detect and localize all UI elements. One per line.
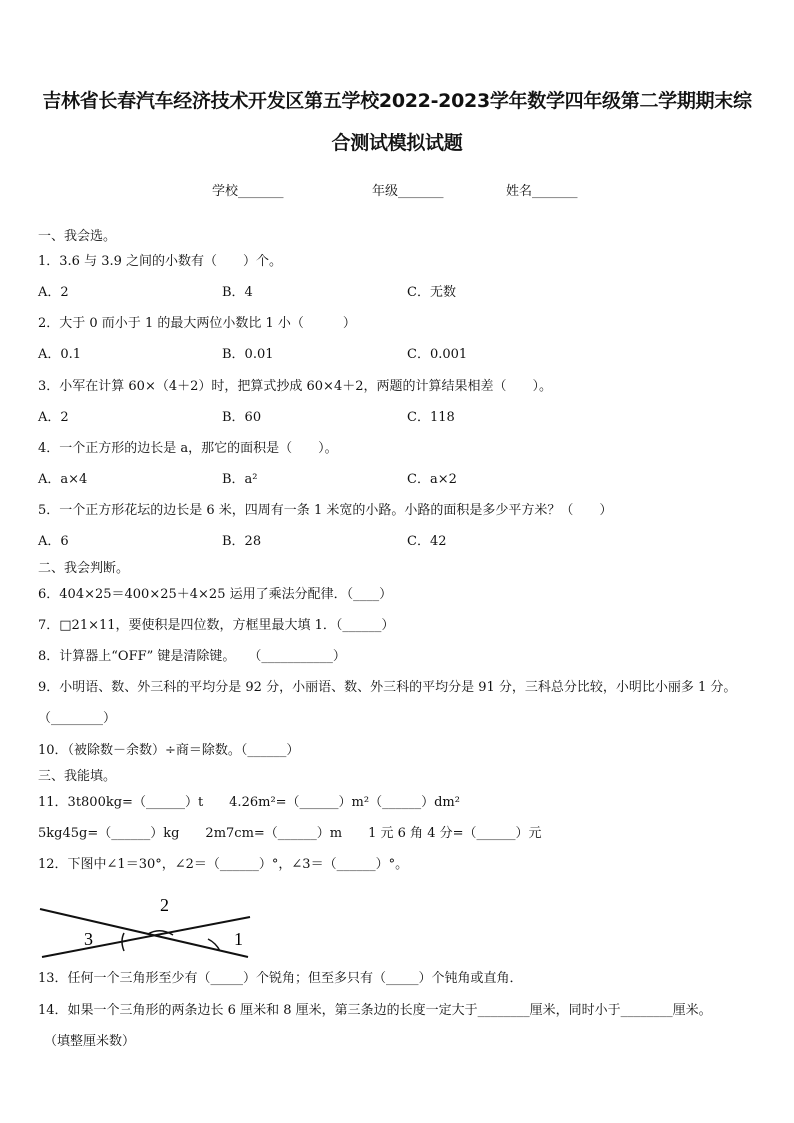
grade-field[interactable]: 年级_______ bbox=[372, 184, 444, 199]
title-line-2: 合测试模拟试题 bbox=[331, 132, 463, 154]
question-13: 13．任何一个三角形至少有（_____）个锐角；但至多只有（_____）个钝角或直角． bbox=[38, 971, 523, 986]
section-1-heading: 一、我会选。 bbox=[38, 229, 117, 244]
question-8: 8．计算器上“OFF” 键是清除键。 （___________） bbox=[38, 649, 346, 664]
angle-3-label: 3 bbox=[84, 929, 93, 949]
q3-option-c[interactable]: C．118 bbox=[407, 410, 455, 425]
q4-option-c[interactable]: C．a×2 bbox=[407, 472, 457, 487]
question-4: 4．一个正方形的边长是 a，那它的面积是（ ）。 bbox=[38, 441, 338, 456]
question-11-line-1: 11．3t800kg=（______）t 4.26m²=（______）m²（______）dm² bbox=[38, 795, 460, 810]
q1-option-a[interactable]: A．2 bbox=[38, 285, 69, 300]
question-9-answer[interactable]: （________） bbox=[38, 711, 117, 726]
q1-option-c[interactable]: C．无数 bbox=[407, 285, 456, 300]
question-3: 3．小军在计算 60×（4＋2）时，把算式抄成 60×4＋2，两题的计算结果相差（ ）。 bbox=[38, 379, 552, 394]
q5-option-c[interactable]: C．42 bbox=[407, 534, 447, 549]
question-6: 6．404×25＝400×25＋4×25 运用了乘法分配律．（____） bbox=[38, 587, 393, 602]
q3-option-a[interactable]: A．2 bbox=[38, 410, 69, 425]
angle-1-label: 1 bbox=[234, 929, 243, 949]
q5-option-b[interactable]: B．28 bbox=[222, 534, 262, 549]
q1-option-b[interactable]: B．4 bbox=[222, 285, 253, 300]
q3-option-b[interactable]: B．60 bbox=[222, 410, 262, 425]
q2-option-b[interactable]: B．0.01 bbox=[222, 347, 274, 362]
question-2: 2．大于 0 而小于 1 的最大两位小数比 1 小（ ） bbox=[38, 316, 356, 331]
q4-option-b[interactable]: B．a² bbox=[222, 472, 258, 487]
figure-line-1 bbox=[40, 909, 248, 957]
section-2-heading: 二、我会判断。 bbox=[38, 561, 130, 576]
question-10: 10．（被除数－余数）÷商＝除数。（______） bbox=[38, 743, 300, 758]
question-14: 14．如果一个三角形的两条边长 6 厘米和 8 厘米，第三条边的长度一定大于________厘米，同时小于________厘米。 bbox=[38, 1003, 712, 1018]
question-1: 1．3.6 与 3.9 之间的小数有（ ）个。 bbox=[38, 254, 283, 269]
question-5: 5．一个正方形花坛的边长是 6 米，四周有一条 1 米宽的小路。小路的面积是多少平方米？（ ） bbox=[38, 503, 613, 518]
question-12: 12．下图中∠1＝30°，∠2＝（______）°，∠3＝（______）°。 bbox=[38, 857, 409, 872]
angle-figure bbox=[36, 889, 256, 961]
section-3-heading: 三、我能填。 bbox=[38, 769, 117, 784]
angle-2-label: 2 bbox=[160, 895, 169, 915]
title-line-1: 吉林省长春汽车经济技术开发区第五学校2022-2023学年数学四年级第二学期期末综 bbox=[42, 90, 752, 112]
q5-option-a[interactable]: A．6 bbox=[38, 534, 69, 549]
q2-option-c[interactable]: C．0.001 bbox=[407, 347, 468, 362]
question-9: 9．小明语、数、外三科的平均分是 92 分，小丽语、数、外三科的平均分是 91 分，三科总分比较，小明比小丽多 1 分。 bbox=[38, 680, 737, 695]
question-11-line-2: 5kg45g=（______）kg 2m7cm=（______）m 1 元 6 角 4 分=（______）元 bbox=[38, 826, 542, 841]
name-field[interactable]: 姓名_______ bbox=[506, 184, 578, 199]
q2-option-a[interactable]: A．0.1 bbox=[38, 347, 82, 362]
q4-option-a[interactable]: A．a×4 bbox=[38, 472, 88, 487]
question-14-note: （填整厘米数） bbox=[44, 1034, 136, 1049]
school-field[interactable]: 学校_______ bbox=[212, 184, 284, 199]
question-7: 7．□21×11，要使积是四位数，方框里最大填 1．（______） bbox=[38, 618, 395, 633]
